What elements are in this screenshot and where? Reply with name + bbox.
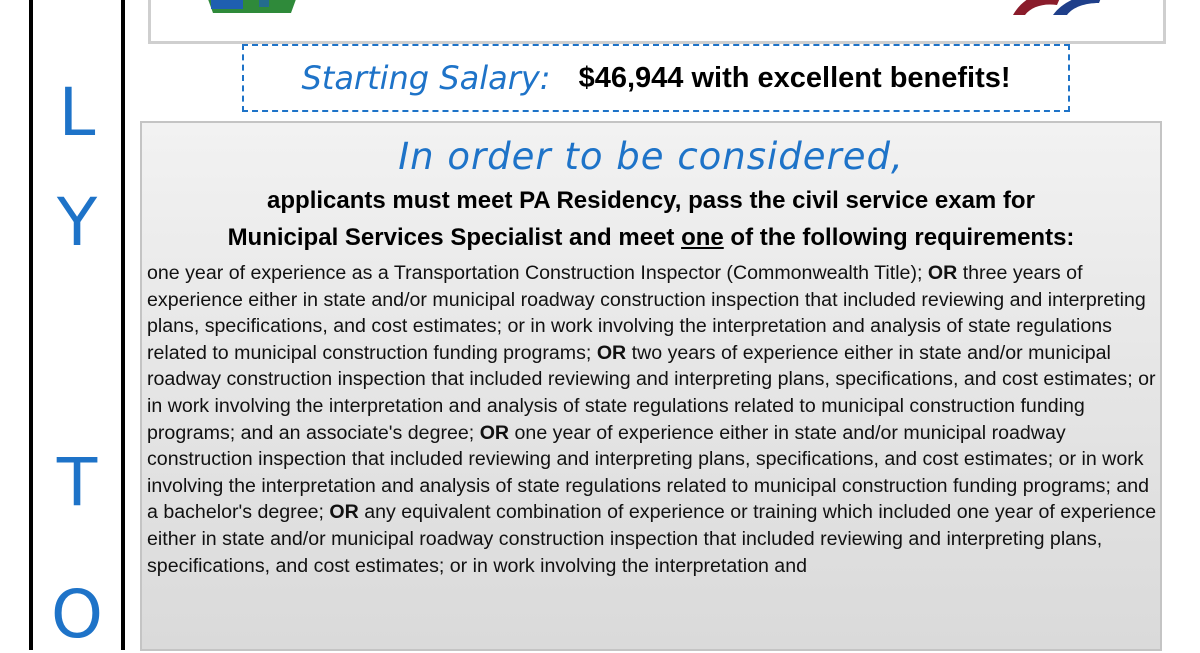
requirement-option: three years of experience either in state and/or municipal roadway construction inspection that included reviewing and interpreting plans, specifications, and cost estimates; or in work involving the interpretation and analysis of state regulations related to municipal construction funding programs; [147,262,1146,364]
or-separator: OR [479,421,510,444]
banner-letter: L [58,74,96,151]
requirements-panel [140,121,1162,651]
requirements-lead-line-1: applicants must meet PA Residency, pass the civil service exam for [267,187,1035,214]
or-separator: OR [596,341,627,364]
banner-letter: O [51,576,103,653]
requirement-option: two years of experience either in state and/or municipal roadway construction inspection that included reviewing and interpreting plans, specifications, and cost estimates; or in work involving the interpretation and analysis of state regulations related to municipal construction funding programs; and an associate's degree; [147,341,1156,444]
salary-value: $46,944 with excellent benefits! [578,61,1011,94]
banner-letter: T [56,444,98,521]
lead-emphasis: one [681,224,724,251]
requirements-body [147,260,1157,579]
requirements-lead-line-2 [142,224,1160,252]
or-separator: OR [927,262,958,284]
salary-callout [242,44,1070,112]
agency-logo-icon [1013,0,1103,15]
lead-text: of the following requirements: [723,224,1075,251]
header-logo-box [148,0,1166,44]
requirement-option: one year of experience as a Transportation Construction Inspector (Commonwealth Title); [147,262,928,284]
salary-label: Starting Salary: [301,59,551,97]
banner-letter: Y [56,184,98,261]
requirement-option: one year of experience either in state and/or municipal roadway construction inspection that included reviewing and interpreting plans, specifications, and cost estimates; or in work involving the interpretation and analysis of state regulations related to municipal construction funding programs; and a bachelor's degree; [147,421,1150,524]
or-separator: OR [329,501,359,524]
requirements-title: In order to be considered, [398,135,904,178]
lead-text: Municipal Services Specialist and meet [227,224,682,251]
requirement-option: any equivalent combination of experience or training which included one year of experience either in state and/or municipal roadway construction inspection that included reviewing and interpreting plans, specifications, and cost estimates; or in work involving the interpretation and [147,501,1157,577]
penndot-logo-icon [205,0,299,15]
vertical-letter-banner [29,0,125,653]
